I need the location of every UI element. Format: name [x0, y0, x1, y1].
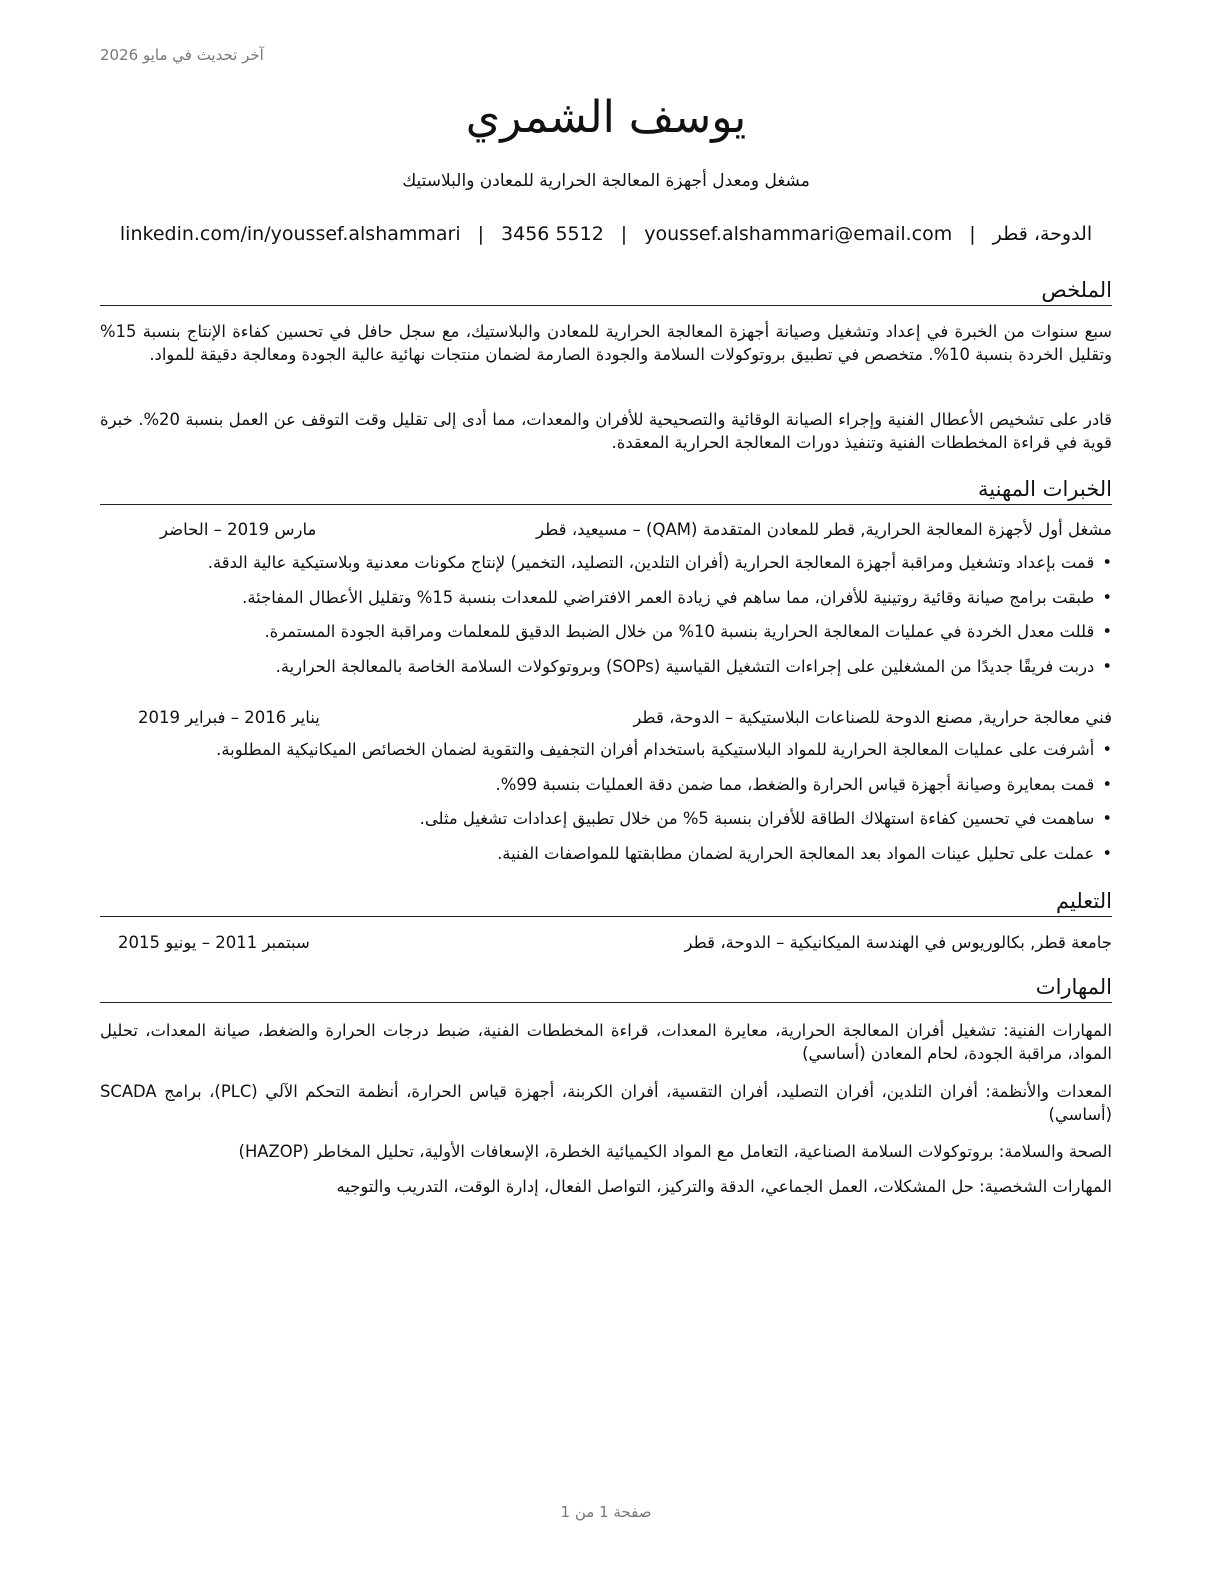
contact-separator: |: [477, 223, 485, 245]
list-item: •أشرفت على عمليات المعالجة الحرارية للمواد البلاستيكية باستخدام أفران التجفيف والتقوية لضمان الخصائص الميكانيكية المطلوبة.: [216, 740, 1112, 759]
contact-separator: |: [620, 223, 628, 245]
contact-email[interactable]: youssef.alshammari@email.com: [644, 223, 953, 245]
summary-paragraph-2: قادر على تشخيص الأعطال الفنية وإجراء الصيانة الوقائية والتصحيحية للأفران والمعدات، مما أدى إلى تقليل وقت التوقف عن العمل بنسبة 20%. خبرة قوية في قراءة المخططات الفنية وتنفيذ دورات المعالجة الحرارية المعقدة.: [100, 410, 1112, 452]
list-item: •دربت فريقًا جديدًا من المشغلين على إجراءات التشغيل القياسية (SOPs) وبروتوكولات السلامة الخاصة بالمعالجة الحرارية.: [275, 656, 1112, 676]
education-dates: سبتمبر 2011 – يونيو 2015: [118, 933, 310, 952]
summary-heading: الملخص: [100, 276, 1112, 306]
job-org: مشغل أول لأجهزة المعالجة الحرارية, قطر للمعادن المتقدمة (QAM) – مسيعيد، قطر: [536, 520, 1112, 539]
skills-heading: المهارات: [100, 973, 1112, 1003]
contact-linkedin[interactable]: linkedin.com/in/youssef.alshammari: [119, 223, 461, 245]
contact-location: الدوحة، قطر: [992, 223, 1093, 245]
experience-heading: الخبرات المهنية: [100, 475, 1112, 505]
job-bullets: [100, 551, 1112, 689]
last-updated-note: آخر تحديث في مايو 2026: [100, 46, 264, 64]
candidate-title: مشغل ومعدل أجهزة المعالجة الحرارية للمعادن والبلاستيك: [402, 171, 810, 191]
education-heading: التعليم: [100, 887, 1112, 917]
resume-page: [100, 0, 1112, 1584]
summary-paragraph-1: سبع سنوات من الخبرة في إعداد وتشغيل وصيانة أجهزة المعالجة الحرارية للمعادن والبلاستيك، مع سجل حافل في تحسين كفاءة الإنتاج بنسبة 15% وتقليل الخردة بنسبة 10%. متخصص في تطبيق بروتوكولات السلامة والجودة الصارمة لضمان منتجات نهائية عالية الجودة ومعالجة دقيقة للمواد.: [100, 322, 1112, 364]
list-item: •عملت على تحليل عينات المواد بعد المعالجة الحرارية لضمان مطابقتها للمواصفات الفنية.: [497, 843, 1112, 863]
list-item: •قللت معدل الخردة في عمليات المعالجة الحرارية بنسبة 10% من خلال الضبط الدقيق للمعلمات ومراقبة الجودة المستمرة.: [264, 622, 1112, 641]
contact-phone[interactable]: 3456 5512: [501, 223, 604, 245]
education-entry: [100, 933, 1112, 957]
candidate-name: يوسف الشمري: [465, 92, 747, 143]
job-header: [100, 708, 1112, 732]
list-item: •طبقت برامج صيانة وقائية روتينية للأفران، مما ساهم في زيادة العمر الافتراضي للمعدات بنسبة 15% وتقليل الأعطال المفاجئة.: [242, 587, 1112, 607]
page-number: صفحة 1 من 1: [560, 1503, 652, 1521]
contact-separator: |: [969, 223, 976, 245]
skills-equipment: المعدات والأنظمة: أفران التلدين، أفران التصليد، أفران التقسية، أفران الكربنة، أجهزة قياس الحرارة، أنظمة التحكم الآلي (PLC)، برامج SCADA (أساسي): [100, 1082, 1113, 1124]
list-item: •قمت بمعايرة وصيانة أجهزة قياس الحرارة والضغط، مما ضمن دقة العمليات بنسبة 99%.: [495, 774, 1112, 794]
skills-technical: المهارات الفنية: تشغيل أفران المعالجة الحرارية، معايرة المعدات، قراءة المخططات الفنية، ضبط درجات الحرارة والضغط، صيانة المعدات، تحليل المواد، مراقبة الجودة، لحام المعادن (أساسي): [100, 1021, 1112, 1063]
job-bullets: [100, 738, 1112, 876]
skills-safety: الصحة والسلامة: بروتوكولات السلامة الصناعية، التعامل مع المواد الكيميائية الخطرة، الإسعافات الأولية، تحليل المخاطر (HAZOP): [238, 1142, 1112, 1161]
job-org: فني معالجة حرارية, مصنع الدوحة للصناعات البلاستيكية – الدوحة، قطر: [633, 708, 1112, 727]
skills-soft: المهارات الشخصية: حل المشكلات، العمل الجماعي، الدقة والتركيز، التواصل الفعال، إدارة الوقت، التدريب والتوجيه: [336, 1177, 1112, 1196]
job-dates: يناير 2016 – فبراير 2019: [138, 708, 320, 727]
education-org: جامعة قطر, بكالوريوس في الهندسة الميكانيكية – الدوحة، قطر: [684, 933, 1112, 952]
contact-line: [100, 223, 1112, 245]
list-item: •ساهمت في تحسين كفاءة استهلاك الطاقة للأفران بنسبة 5% من خلال تطبيق إعدادات تشغيل مثلى.: [419, 809, 1112, 828]
job-header: [100, 520, 1112, 544]
job-dates: مارس 2019 – الحاضر: [160, 520, 317, 539]
list-item: •قمت بإعداد وتشغيل ومراقبة أجهزة المعالجة الحرارية (أفران التلدين، التصليد، التخمير) لإنتاج مكونات معدنية وبلاستيكية عالية الدقة.: [207, 553, 1112, 572]
